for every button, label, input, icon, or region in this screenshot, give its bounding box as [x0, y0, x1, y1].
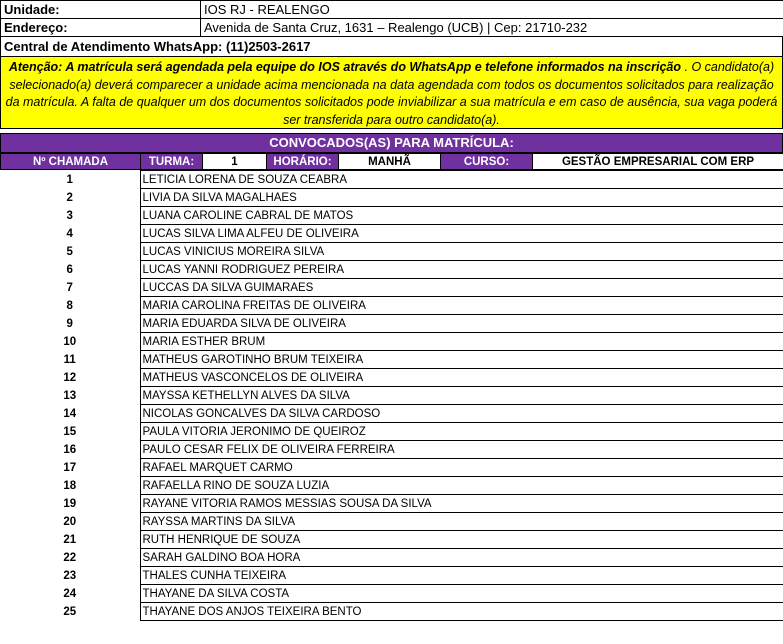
unit-info-table [0, 0, 783, 37]
table-row [0, 279, 783, 297]
table-row [0, 531, 783, 549]
candidate-name: LUANA CAROLINE CABRAL DE MATOS [140, 207, 783, 225]
call-number: 10 [63, 335, 77, 348]
candidate-name: MARIA ESTHER BRUM [140, 333, 783, 351]
table-row [0, 297, 783, 315]
candidate-name: RAYSSA MARTINS DA SILVA [140, 513, 783, 531]
call-number: 17 [63, 461, 77, 474]
candidates-table [0, 170, 783, 621]
candidate-name: LUCAS VINICIUS MOREIRA SILVA [140, 243, 783, 261]
candidate-name: THALES CUNHA TEIXEIRA [140, 567, 783, 585]
table-row [0, 225, 783, 243]
curso-value: GESTÃO EMPRESARIAL COM ERP [533, 154, 783, 170]
class-meta-row [1, 154, 783, 170]
address-value: Avenida de Santa Cruz, 1631 – Realengo (UCB) | Cep: 21710-232 [201, 19, 783, 37]
candidate-name: RAYANE VITORIA RAMOS MESSIAS SOUSA DA SILVA [140, 495, 783, 513]
table-row [0, 513, 783, 531]
table-row [0, 585, 783, 603]
call-number: 25 [63, 605, 77, 618]
candidate-name: LETICIA LORENA DE SOUZA CEABRA [140, 171, 783, 189]
turma-label: TURMA: [141, 154, 203, 170]
call-number: 16 [63, 443, 77, 456]
horario-value: MANHÃ [339, 154, 441, 170]
candidate-name: NICOLAS GONCALVES DA SILVA CARDOSO [140, 405, 783, 423]
attention-notice [0, 57, 783, 129]
call-number: 18 [63, 479, 77, 492]
class-meta-table [0, 153, 783, 170]
table-row [0, 261, 783, 279]
horario-label: HORÁRIO: [267, 154, 339, 170]
curso-label: CURSO: [441, 154, 533, 170]
unit-row [1, 1, 783, 19]
table-row [0, 567, 783, 585]
call-number: 21 [63, 533, 77, 546]
notice-text: . O candidato(a) selecionado(a) deverá comparecer a unidade acima mencionada na data agendada com todos os documentos solicitados para realização da matrícula. A falta de qualquer um dos documentos solicitados pode inviabilizar a sua matrícula e em caso de ausência, sua vaga poderá ser transferida para outro candidato(a). [5, 60, 778, 127]
call-number: 19 [63, 497, 77, 510]
call-number: 23 [63, 569, 77, 582]
call-number: 24 [63, 587, 77, 600]
table-row [0, 459, 783, 477]
call-number: 20 [63, 515, 77, 528]
table-row [0, 549, 783, 567]
call-number: 12 [63, 371, 77, 384]
unit-label: Unidade: [1, 1, 201, 19]
address-row [1, 19, 783, 37]
candidate-name: THAYANE DA SILVA COSTA [140, 585, 783, 603]
address-label: Endereço: [1, 19, 201, 37]
call-number: 3 [66, 209, 73, 222]
table-row [0, 369, 783, 387]
unit-value: IOS RJ - REALENGO [201, 1, 783, 19]
convocados-header: CONVOCADOS(AS) PARA MATRÍCULA: [0, 133, 783, 153]
table-row [0, 207, 783, 225]
candidate-name: MATHEUS GAROTINHO BRUM TEIXEIRA [140, 351, 783, 369]
call-number: 5 [66, 245, 73, 258]
chamada-header: Nº CHAMADA [1, 154, 141, 170]
call-number: 2 [66, 191, 73, 204]
candidate-name: THAYANE DOS ANJOS TEIXEIRA BENTO [140, 603, 783, 621]
candidate-name: PAULO CESAR FELIX DE OLIVEIRA FERREIRA [140, 441, 783, 459]
candidate-name: PAULA VITORIA JERONIMO DE QUEIROZ [140, 423, 783, 441]
call-number: 7 [66, 281, 73, 294]
candidate-name: MARIA CAROLINA FREITAS DE OLIVEIRA [140, 297, 783, 315]
table-row [0, 603, 783, 621]
table-row [0, 441, 783, 459]
candidate-name: RAFAELLA RINO DE SOUZA LUZIA [140, 477, 783, 495]
table-row [0, 387, 783, 405]
call-number: 14 [63, 407, 77, 420]
table-row [0, 333, 783, 351]
table-row [0, 171, 783, 189]
candidate-name: RUTH HENRIQUE DE SOUZA [140, 531, 783, 549]
table-row [0, 423, 783, 441]
call-number: 4 [66, 227, 73, 240]
candidate-name: LIVIA DA SILVA MAGALHAES [140, 189, 783, 207]
call-number: 9 [66, 317, 73, 330]
candidate-name: LUCCAS DA SILVA GUIMARAES [140, 279, 783, 297]
table-row [0, 405, 783, 423]
call-number: 8 [66, 299, 73, 312]
call-number: 11 [63, 353, 76, 366]
table-row [0, 243, 783, 261]
call-number: 1 [66, 173, 73, 186]
table-row [0, 351, 783, 369]
candidate-name: MAYSSA KETHELLYN ALVES DA SILVA [140, 387, 783, 405]
table-row [0, 189, 783, 207]
call-number: 22 [63, 551, 77, 564]
candidate-name: RAFAEL MARQUET CARMO [140, 459, 783, 477]
table-row [0, 315, 783, 333]
call-number: 13 [63, 389, 77, 402]
candidate-name: MATHEUS VASCONCELOS DE OLIVEIRA [140, 369, 783, 387]
candidate-name: MARIA EDUARDA SILVA DE OLIVEIRA [140, 315, 783, 333]
candidate-name: LUCAS YANNI RODRIGUEZ PEREIRA [140, 261, 783, 279]
candidate-name: LUCAS SILVA LIMA ALFEU DE OLIVEIRA [140, 225, 783, 243]
call-number: 15 [63, 425, 77, 438]
call-number: 6 [66, 263, 73, 276]
turma-value: 1 [203, 154, 267, 170]
table-row [0, 477, 783, 495]
candidate-name: SARAH GALDINO BOA HORA [140, 549, 783, 567]
notice-bold: Atenção: A matrícula será agendada pela equipe do IOS através do WhatsApp e telefone informados na inscrição [8, 60, 682, 74]
whatsapp-central: Central de Atendimento WhatsApp: (11)2503-2617 [0, 37, 783, 57]
table-row [0, 495, 783, 513]
